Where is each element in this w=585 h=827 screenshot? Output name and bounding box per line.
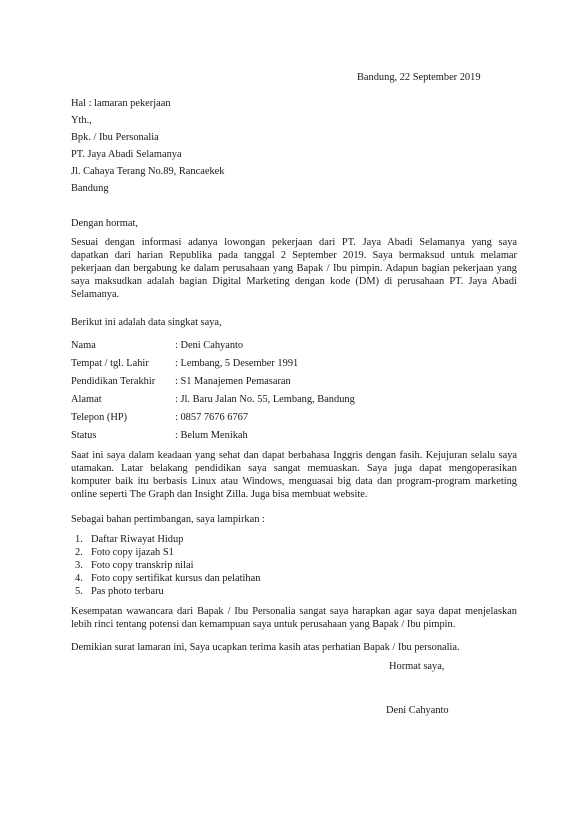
- data-value-name: : Deni Cahyanto: [175, 340, 244, 351]
- interview-paragraph: [71, 605, 517, 631]
- attachment-item: Foto copy transkrip nilai: [91, 560, 194, 571]
- recipient-company: PT. Jaya Abadi Selamanya: [71, 149, 182, 160]
- attachment-item: Foto copy ijazah S1: [91, 547, 174, 558]
- skills-line: Saat ini saya dalam keadaan yang sehat dan dapat berbahasa Inggris dengan fasih. Kejujuran selalu saya: [71, 450, 517, 461]
- attachment-number: 2.: [75, 547, 83, 558]
- skills-line: online seperti The Graph dan Insight Zilla. Juga bisa membuat website.: [71, 489, 368, 500]
- data-label-birth: Tempat / tgl. Lahir: [71, 358, 149, 369]
- intro-line: Selamanya.: [71, 289, 120, 300]
- data-label-phone: Telepon (HP): [71, 412, 128, 423]
- recipient-city: Bandung: [71, 183, 109, 194]
- intro-line: dapatkan dari harian Republika pada tanggal 2 September 2019. Saya bermaksud untuk melamar: [71, 250, 517, 261]
- sign-off: Hormat saya,: [389, 661, 445, 672]
- closing-sentence: Demikian surat lamaran ini, Saya ucapkan terima kasih atas perhatian Bapak / Ibu personalia.: [71, 642, 460, 653]
- intro-paragraph: [71, 236, 517, 301]
- data-value-status: : Belum Menikah: [175, 430, 248, 441]
- data-label-education: Pendidikan Terakhir: [71, 376, 156, 387]
- skills-line: utamakan. Latar belakang pendidikan saya sangat memuaskan. Saya juga dapat mengoperasikan: [71, 463, 517, 474]
- data-value-phone: : 0857 7676 6767: [175, 412, 249, 423]
- attachment-number: 5.: [75, 586, 83, 597]
- data-label-name: Nama: [71, 340, 96, 351]
- skills-line: komputer baik itu berbasis Linux atau Windows, menguasai big data dan program-program marketing: [71, 476, 517, 487]
- greeting: Dengan hormat,: [71, 218, 138, 229]
- intro-line: pekerjaan dan bergabung ke dalam perusahaan yang Bapak / Ibu pimpin. Adapun bagian pekerjaan yang: [71, 263, 517, 274]
- signer-name: Deni Cahyanto: [386, 705, 449, 716]
- letter-subject: Hal : lamaran pekerjaan: [71, 98, 171, 109]
- attachment-item: Foto copy sertifikat kursus dan pelatihan: [91, 573, 261, 584]
- interview-line: Kesempatan wawancara dari Bapak / Ibu Personalia sangat saya harapkan agar saya dapat menjelaskan: [71, 606, 517, 617]
- attachment-item: Pas photo terbaru: [91, 586, 164, 597]
- skills-paragraph: [71, 449, 517, 501]
- attachment-number: 3.: [75, 560, 83, 571]
- attachment-item: Daftar Riwayat Hidup: [91, 534, 184, 545]
- data-intro: Berikut ini adalah data singkat saya,: [71, 317, 222, 328]
- recipient-salutation: Yth.,: [71, 115, 92, 126]
- interview-line: lebih rinci tentang potensi dan kemampuan saya untuk perusahaan yang Bapak / Ibu pimpin.: [71, 619, 456, 630]
- letter-date: Bandung, 22 September 2019: [357, 72, 481, 83]
- data-value-birth: : Lembang, 5 Desember 1991: [175, 358, 299, 369]
- intro-line: Sesuai dengan informasi adanya lowongan pekerjaan dari PT. Jaya Abadi Selamanya yang saya: [71, 237, 517, 248]
- attachment-number: 4.: [75, 573, 83, 584]
- recipient-address: Jl. Cahaya Terang No.89, Rancaekek: [71, 166, 225, 177]
- data-label-status: Status: [71, 430, 97, 441]
- intro-line: saya maksudkan adalah bagian Digital Marketing dengan kode (DM) di perusahaan PT. Jaya Abadi: [71, 276, 517, 287]
- recipient-name: Bpk. / Ibu Personalia: [71, 132, 159, 143]
- attachments-intro: Sebagai bahan pertimbangan, saya lampirkan :: [71, 514, 265, 525]
- data-value-address: : Jl. Baru Jalan No. 55, Lembang, Bandung: [175, 394, 355, 405]
- data-value-education: : S1 Manajemen Pemasaran: [175, 376, 291, 387]
- attachment-number: 1.: [75, 534, 83, 545]
- data-label-address: Alamat: [71, 394, 102, 405]
